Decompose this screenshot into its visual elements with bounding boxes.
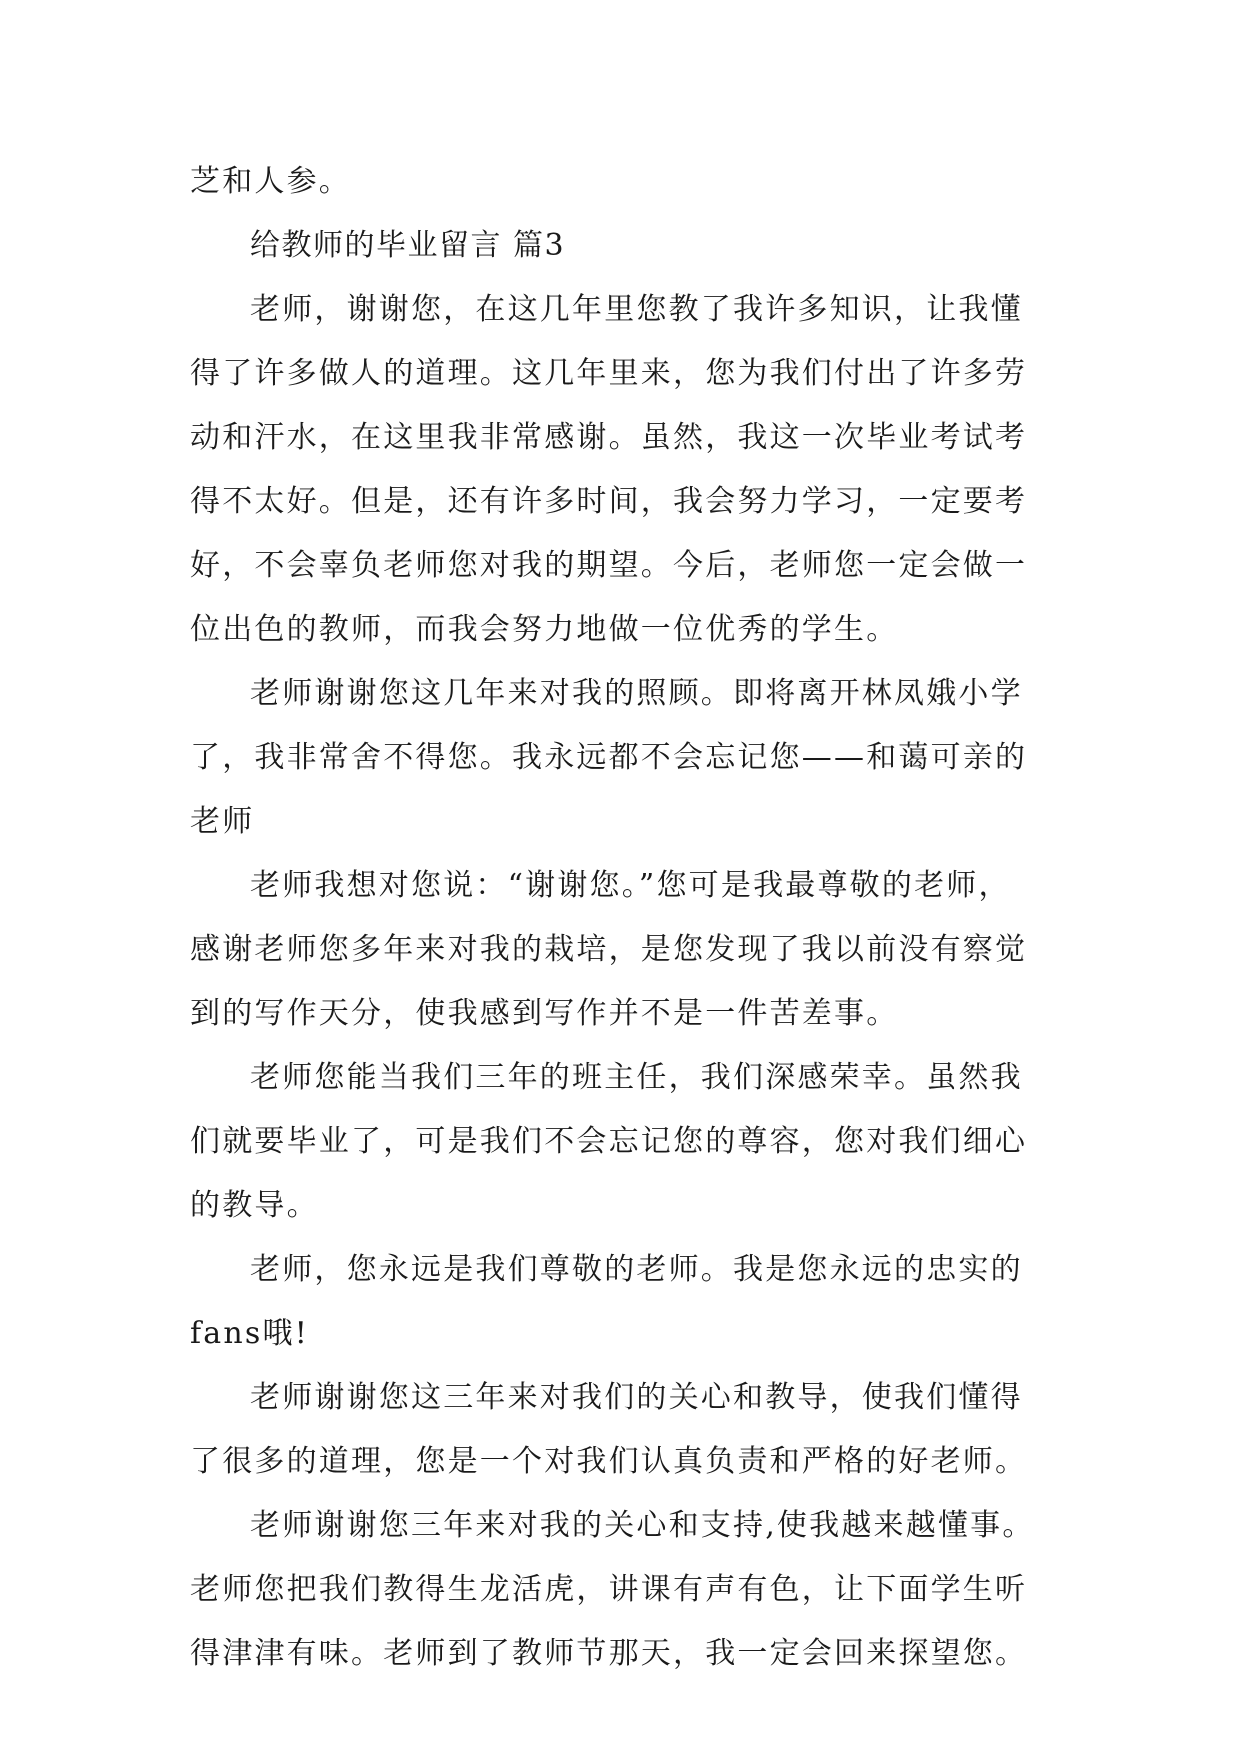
paragraph-first-line: 老师谢谢您三年来对我的关心和支持,使我越来越懂事。 <box>250 1508 1035 1543</box>
text-line: 得津津有味。老师到了教师节那天，我一定会回来探望您。 <box>190 1636 1028 1671</box>
text-line: 了很多的道理，您是一个对我们认真负责和严格的好老师。 <box>190 1444 1028 1479</box>
paragraph-first-line: 老师谢谢您这几年来对我的照顾。即将离开林凤娥小学 <box>250 676 1023 711</box>
text-line: 好，不会辜负老师您对我的期望。今后，老师您一定会做一 <box>190 548 1028 583</box>
text-line: 了，我非常舍不得您。我永远都不会忘记您——和蔼可亲的 <box>190 740 1028 775</box>
text-line: 到的写作天分，使我感到写作并不是一件苦差事。 <box>190 996 899 1031</box>
text-line: 芝和人参。 <box>190 164 351 199</box>
text-line: fans哦! <box>190 1316 309 1351</box>
text-line: 位出色的教师，而我会努力地做一位优秀的学生。 <box>190 612 899 647</box>
paragraph-first-line: 老师您能当我们三年的班主任，我们深感荣幸。虽然我 <box>250 1060 1023 1095</box>
paragraph-first-line: 老师，您永远是我们尊敬的老师。我是您永远的忠实的 <box>250 1252 1023 1287</box>
text-line: 感谢老师您多年来对我的栽培，是您发现了我以前没有察觉 <box>190 932 1028 967</box>
document-body <box>190 150 1060 1686</box>
section-heading: 给教师的毕业留言 篇3 <box>250 228 566 263</box>
text-line: 们就要毕业了，可是我们不会忘记您的尊容，您对我们细心 <box>190 1124 1028 1159</box>
text-line: 得不太好。但是，还有许多时间，我会努力学习，一定要考 <box>190 484 1028 519</box>
text-line: 老师您把我们教得生龙活虎，讲课有声有色，让下面学生听 <box>190 1572 1028 1607</box>
paragraph-first-line: 老师，谢谢您，在这几年里您教了我许多知识，让我懂 <box>250 292 1023 327</box>
paragraph-first-line: 老师谢谢您这三年来对我们的关心和教导，使我们懂得 <box>250 1380 1023 1415</box>
text-line: 得了许多做人的道理。这几年里来，您为我们付出了许多劳 <box>190 356 1028 391</box>
text-line: 动和汗水，在这里我非常感谢。虽然，我这一次毕业考试考 <box>190 420 1028 455</box>
text-line: 老师 <box>190 804 255 839</box>
text-line: 的教导。 <box>190 1188 319 1223</box>
paragraph-first-line: 老师我想对您说：“谢谢您。”您可是我最尊敬的老师， <box>250 868 1011 903</box>
